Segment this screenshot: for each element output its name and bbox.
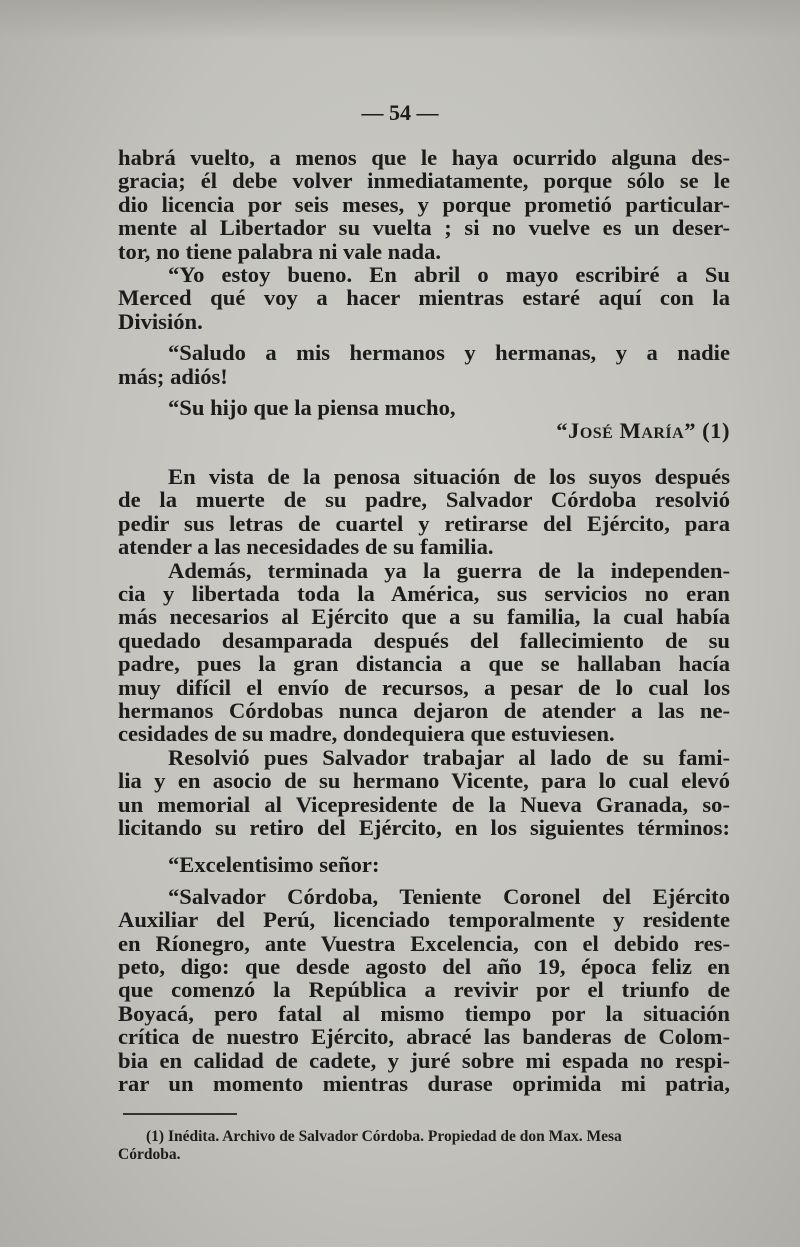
text-line: peto, digo: que desde agosto del año 19, época feliz en	[118, 954, 730, 979]
body-text	[118, 146, 730, 1095]
text-line: “Su hijo que la piensa mucho,	[168, 395, 456, 421]
text-line: mente al Libertador su vuelta ; si no vuelve es un deser-	[118, 215, 730, 241]
text-line: un memorial al Vicepresidente de la Nueva Granada, so-	[118, 791, 730, 817]
text-line: “Salvador Córdoba, Teniente Coronel del Ejército	[168, 883, 730, 909]
text-line: tor, no tiene palabra ni vale nada.	[118, 238, 442, 264]
text-line: más necesarios al Ejército que a su familia, la cual había	[118, 604, 730, 630]
text-line: gracia; él debe volver inmediatamente, porque sólo se le	[118, 168, 730, 194]
footnote-line: (1) Inédita. Archivo de Salvador Córdoba. Propiedad de don Max. Mesa	[146, 1128, 622, 1145]
footnote-line: Córdoba.	[118, 1146, 181, 1163]
footnote	[118, 1128, 738, 1164]
text-line: rar un momento mientras durase oprimida mi patria,	[118, 1071, 730, 1097]
text-line: más; adiós!	[118, 363, 228, 389]
text-line: “Yo estoy bueno. En abril o mayo escribiré a Su	[168, 262, 730, 288]
text-line: Boyacá, pero fatal al mismo tiempo por la situación	[118, 1000, 730, 1026]
text-line: cia y libertada toda la América, sus servicios no eran	[118, 580, 730, 606]
text-line: Auxiliar del Perú, licenciado temporalmente y residente	[118, 907, 730, 933]
text-line: “Excelentisimo señor:	[168, 852, 380, 878]
text-line: hermanos Córdobas nunca dejaron de atender a las ne-	[118, 697, 730, 723]
text-line: lia y en asocio de su hermano Vicente, para lo cual elevó	[118, 768, 730, 794]
text-line: Resolvió pues Salvador trabajar al lado de su fami-	[168, 744, 730, 770]
text-line: Merced qué voy a hacer mientras estaré aquí con la	[118, 285, 730, 311]
text-line: padre, pues la gran distancia a que se hallaban hacía	[118, 651, 730, 677]
text-line: habrá vuelto, a menos que le haya ocurrido alguna des-	[118, 145, 730, 170]
text-line: quedado desamparada después del fallecimiento de su	[118, 627, 730, 653]
text-line: en Ríonegro, ante Vuestra Excelencia, con el debido res-	[118, 930, 730, 956]
text-line: crítica de nuestro Ejército, abracé las banderas de Colom-	[118, 1024, 730, 1050]
text-line: de la muerte de su padre, Salvador Córdoba resolvió	[118, 487, 730, 513]
text-line: En vista de la penosa situación de los suyos después	[168, 463, 730, 489]
text-line: bia en calidad de cadete, y juré sobre mi espada no respi-	[118, 1047, 730, 1073]
text-line: cesidades de su madre, dondequiera que estuviesen.	[118, 721, 615, 747]
text-line: que comenzó la República a revivir por el triunfo de	[118, 977, 730, 1003]
signature: “José María” (1)	[556, 418, 730, 444]
text-line: licitando su retiro del Ejército, en los siguientes términos:	[118, 814, 730, 840]
text-line: muy difícil el envío de recursos, a pesar de lo cual los	[118, 674, 730, 700]
text-line: dio licencia por seis meses, y porque prometió particular-	[118, 191, 730, 217]
text-line: pedir sus letras de cuartel y retirarse del Ejército, para	[118, 510, 730, 536]
text-line: División.	[118, 308, 203, 334]
text-line: “Saludo a mis hermanos y hermanas, y a nadie	[168, 340, 730, 366]
footnote-divider	[123, 1113, 237, 1115]
text-line: Además, terminada ya la guerra de la independen-	[168, 557, 730, 583]
page-number: — 54 —	[361, 100, 439, 125]
text-line: atender a las necesidades de su familia.	[118, 534, 494, 560]
